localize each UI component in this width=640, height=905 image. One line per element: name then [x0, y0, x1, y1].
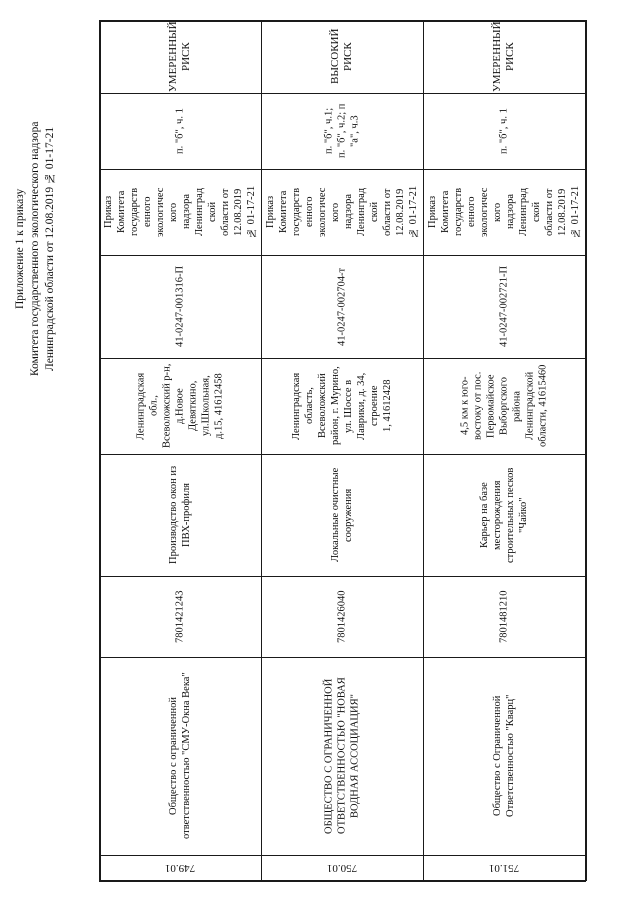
- object-cell: Локальные очистные сооружения: [330, 467, 354, 563]
- number-cell: 751.01: [488, 862, 520, 874]
- document-header: [13, 29, 77, 469]
- clause-cell: п. "б", ч.1; п. "б", ч.2; п "а", ч.3: [323, 103, 361, 159]
- header-line-3: Ленинградской области от 12.08.2019 № 01-17-21: [44, 126, 56, 372]
- address-cell: Ленинградская область, Всеволожский район, г. Мурино, ул. Шоссе в Лаврики, д. 34, строение 1, 41612428: [291, 366, 393, 446]
- risk-table: [99, 20, 586, 881]
- code-cell: 41-0247-002721-П: [498, 265, 510, 348]
- order-cell: Приказ Комитета государств енного экологичес кого надзора Ленинград ской области от 12.08.2019 № 01-17-21: [427, 185, 581, 239]
- header-line-2: Комитета государственного экологического надзора: [29, 121, 41, 377]
- name-cell: Общество с ограниченной ответственностью "СМУ-Окна Века": [168, 672, 192, 840]
- code-cell: 41-0247-001316-П: [174, 265, 186, 348]
- table-border-bottom: [99, 880, 586, 882]
- object-cell: Карьер на базе месторождения строительных песков "Чайко": [479, 467, 529, 563]
- header-line-1: Приложение 1 к приказу: [14, 188, 26, 310]
- name-cell: ОБЩЕСТВО С ОГРАНИЧЕННОЙ ОТВЕТСТВЕННОСТЬЮ "НОВАЯ ВОДНАЯ АССОЦИАЦИЯ": [323, 677, 361, 835]
- risk-cell: ВЫСОКИЙ РИСК: [329, 28, 354, 85]
- clause-cell: п. "б", ч. 1: [498, 108, 510, 154]
- name-cell: Общество с Ограниченной Ответственностью "Кварц": [492, 694, 516, 818]
- risk-cell: УМЕРЕННЫЙ РИСК: [167, 21, 192, 92]
- address-cell: 4,5 км к юго- востоку от пос. Первомайское Выборгского района Ленинградской области, 41615460: [459, 364, 549, 448]
- address-cell: Ленинградская обл., Всеволожский р-н, д.Новое Девяткино, ул.Школьная, д.15, 41612458: [135, 363, 225, 449]
- number-cell: 750.01: [326, 862, 358, 874]
- order-cell: Приказ Комитета государств енного экологичес кого надзора Ленинград ской области от 12.08.2019 № 01-17-21: [103, 185, 257, 239]
- inn-cell: 7801481210: [498, 590, 510, 643]
- order-cell: Приказ Комитета государств енного экологичес кого надзора Ленинград ской области от 12.08.2019 № 01-17-21: [265, 185, 419, 239]
- number-cell: 749.01: [164, 862, 196, 874]
- risk-cell: УМЕРЕННЫЙ РИСК: [491, 21, 516, 92]
- object-cell: Производство окон из ПВХ-профиля: [168, 465, 192, 565]
- inn-cell: 7801426040: [336, 590, 348, 643]
- inn-cell: 7801421243: [174, 590, 186, 643]
- table-border-right: [585, 20, 587, 881]
- clause-cell: п. "б", ч. 1: [174, 108, 186, 154]
- code-cell: 41-0247-002704-т: [336, 267, 348, 346]
